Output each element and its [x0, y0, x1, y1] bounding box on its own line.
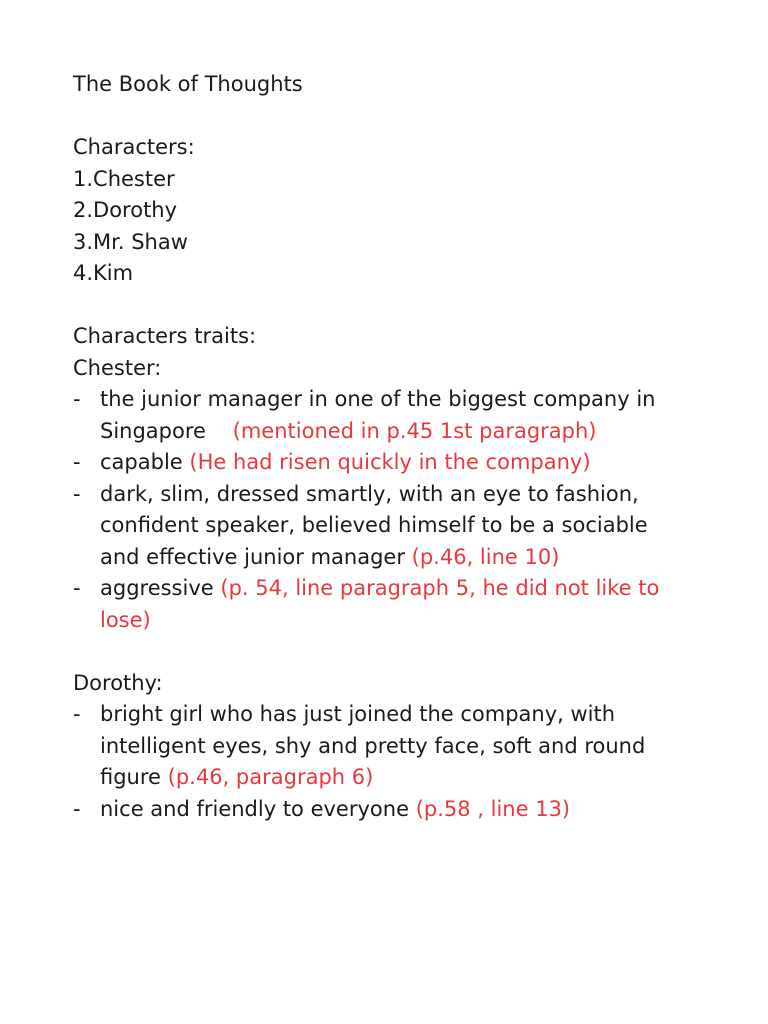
- spacer: [73, 636, 713, 668]
- notes-page: [73, 69, 713, 825]
- bullet-dash: -: [73, 796, 81, 821]
- traits-heading: Characters traits:: [73, 324, 257, 348]
- trait-text: and effective junior manager: [100, 544, 405, 569]
- trait-line: [100, 573, 713, 605]
- trait-bullet: [73, 699, 713, 794]
- page-reference: (p.58 , line 13): [415, 796, 571, 821]
- trait-text-continued: [100, 416, 713, 448]
- trait-line: [100, 794, 713, 826]
- trait-text: Singapore: [100, 418, 206, 443]
- characters-heading: Characters:: [73, 135, 195, 159]
- trait-bullet: [73, 384, 713, 447]
- trait-line: [100, 762, 713, 794]
- page-reference: (p. 54, line paragraph 5, he did not like to: [220, 576, 660, 600]
- character-item: 1.Chester: [73, 166, 175, 191]
- character-item: 4.Kim: [73, 261, 134, 285]
- trait-bullet: [73, 794, 713, 826]
- trait-text: aggressive: [100, 576, 214, 600]
- trait-text: intelligent eyes, shy and pretty face, soft and round: [100, 733, 646, 758]
- page-reference: (mentioned in p.45 1st paragraph): [232, 418, 597, 443]
- bullet-dash: -: [73, 450, 81, 474]
- page-reference-continued: lose): [100, 607, 151, 632]
- page-reference: (p.46, line 10): [411, 544, 560, 569]
- trait-line: [100, 447, 713, 479]
- dorothy-heading: Dorothy:: [73, 670, 163, 695]
- trait-text: dark, slim, dressed smartly, with an eye to fashion,: [100, 481, 639, 506]
- bullet-dash: -: [73, 702, 81, 726]
- chester-heading: Chester:: [73, 355, 162, 380]
- page-reference: (p.46, paragraph 6): [167, 765, 374, 789]
- bullet-dash: -: [73, 481, 81, 506]
- character-item: 3.Mr. Shaw: [73, 229, 188, 254]
- spacer: [73, 101, 713, 133]
- character-item: 2.Dorothy: [73, 198, 178, 222]
- page-reference: (He had risen quickly in the company): [189, 450, 591, 474]
- trait-text: figure: [100, 765, 161, 789]
- trait-bullet: [73, 479, 713, 574]
- bullet-dash: -: [73, 576, 81, 600]
- bullet-dash: -: [73, 387, 81, 411]
- trait-text: nice and friendly to everyone: [100, 796, 409, 821]
- spacer: [73, 290, 713, 322]
- trait-line: [100, 542, 713, 574]
- trait-bullet: [73, 573, 713, 636]
- trait-bullet: [73, 447, 713, 479]
- document-title: The Book of Thoughts: [73, 72, 303, 96]
- trait-text: confident speaker, believed himself to be a sociable: [100, 513, 648, 537]
- trait-text: capable: [100, 450, 183, 474]
- trait-text: the junior manager in one of the biggest company in: [100, 387, 656, 411]
- trait-text: bright girl who has just joined the company, with: [100, 702, 616, 726]
